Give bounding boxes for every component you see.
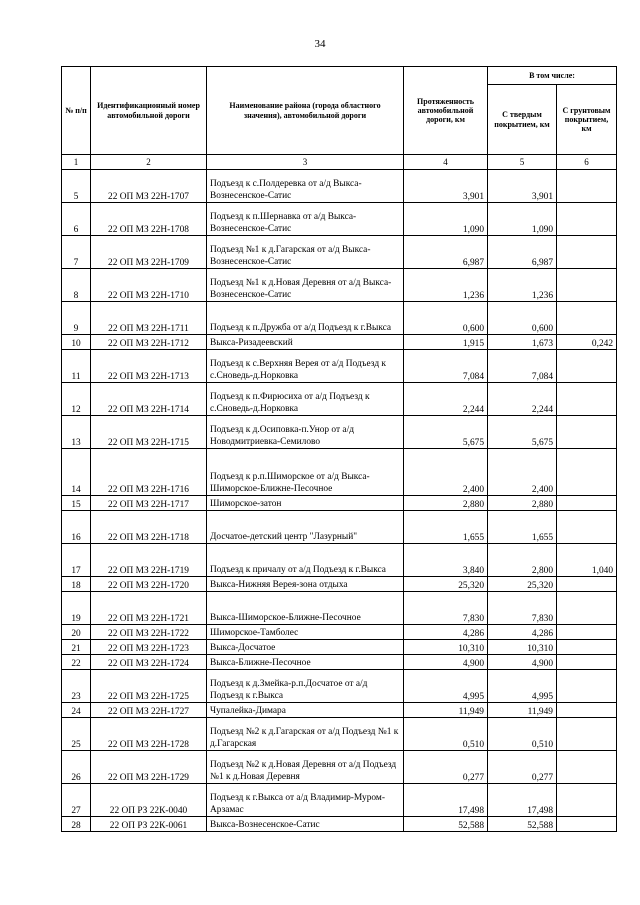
road-length: 6,987 <box>404 236 488 269</box>
hard-surface-length: 6,987 <box>488 236 557 269</box>
road-name: Подъезд к г.Выкса от а/д Владимир-Муром-Арзамас <box>207 784 404 817</box>
soil-surface-length <box>557 670 617 703</box>
column-number: 6 <box>557 155 617 170</box>
row-number: 18 <box>62 577 91 592</box>
soil-surface-length <box>557 718 617 751</box>
soil-surface-length: 0,242 <box>557 335 617 350</box>
table-row <box>62 416 617 449</box>
table-row <box>62 449 617 496</box>
hard-surface-length: 11,949 <box>488 703 557 718</box>
road-name: Выкса-Ближне-Песочное <box>207 655 404 670</box>
header-soil-surface: С грунтовым покрытием, км <box>557 85 617 155</box>
road-id: 22 ОП МЗ 22Н-1713 <box>91 350 207 383</box>
road-length: 4,995 <box>404 670 488 703</box>
road-id: 22 ОП МЗ 22Н-1727 <box>91 703 207 718</box>
road-id: 22 ОП МЗ 22Н-1720 <box>91 577 207 592</box>
row-number: 19 <box>62 592 91 625</box>
road-id: 22 ОП РЗ 22К-0061 <box>91 817 207 832</box>
table-row <box>62 703 617 718</box>
row-number: 12 <box>62 383 91 416</box>
road-id: 22 ОП МЗ 22Н-1729 <box>91 751 207 784</box>
road-length: 1,090 <box>404 203 488 236</box>
road-id: 22 ОП МЗ 22Н-1709 <box>91 236 207 269</box>
row-number: 27 <box>62 784 91 817</box>
table-row <box>62 335 617 350</box>
row-number: 11 <box>62 350 91 383</box>
road-length: 25,320 <box>404 577 488 592</box>
hard-surface-length: 4,900 <box>488 655 557 670</box>
soil-surface-length <box>557 416 617 449</box>
soil-surface-length <box>557 655 617 670</box>
road-length: 3,901 <box>404 170 488 203</box>
road-length: 0,277 <box>404 751 488 784</box>
header-hard-surface: С твердым покрытием, км <box>488 85 557 155</box>
soil-surface-length <box>557 203 617 236</box>
road-name: Подъезд к п.Фирюсиха от а/д Подъезд к с.Сноведь-д.Норковка <box>207 383 404 416</box>
soil-surface-length <box>557 577 617 592</box>
road-id: 22 ОП МЗ 22Н-1722 <box>91 625 207 640</box>
row-number: 21 <box>62 640 91 655</box>
table-row <box>62 496 617 511</box>
road-length: 2,400 <box>404 449 488 496</box>
table-row <box>62 269 617 302</box>
table-row <box>62 718 617 751</box>
road-length: 5,675 <box>404 416 488 449</box>
hard-surface-length: 2,244 <box>488 383 557 416</box>
table-row <box>62 655 617 670</box>
header-length: Протяженность автомобильной дороги, км <box>404 67 488 155</box>
hard-surface-length: 52,588 <box>488 817 557 832</box>
road-length: 7,830 <box>404 592 488 625</box>
hard-surface-length: 0,510 <box>488 718 557 751</box>
soil-surface-length <box>557 784 617 817</box>
row-number: 14 <box>62 449 91 496</box>
road-id: 22 ОП МЗ 22Н-1725 <box>91 670 207 703</box>
table-row <box>62 592 617 625</box>
road-name: Выкса-Шиморское-Ближне-Песочное <box>207 592 404 625</box>
row-number: 23 <box>62 670 91 703</box>
road-length: 4,286 <box>404 625 488 640</box>
header-road-name: Наименование района (города областного значения), автомобильной дороги <box>207 67 404 155</box>
road-id: 22 ОП МЗ 22Н-1718 <box>91 511 207 544</box>
soil-surface-length <box>557 751 617 784</box>
soil-surface-length <box>557 383 617 416</box>
hard-surface-length: 4,286 <box>488 625 557 640</box>
soil-surface-length <box>557 625 617 640</box>
column-number: 5 <box>488 155 557 170</box>
table-row <box>62 751 617 784</box>
row-number: 8 <box>62 269 91 302</box>
road-name: Шиморское-Тамболес <box>207 625 404 640</box>
soil-surface-length <box>557 817 617 832</box>
hard-surface-length: 17,498 <box>488 784 557 817</box>
road-length: 10,310 <box>404 640 488 655</box>
road-name: Подъезд к с.Верхняя Верея от а/д Подъезд к с.Сноведь-д.Норковка <box>207 350 404 383</box>
table-row <box>62 511 617 544</box>
row-number: 16 <box>62 511 91 544</box>
table-row <box>62 784 617 817</box>
table-row <box>62 640 617 655</box>
road-name: Досчатое-детский центр "Лазурный" <box>207 511 404 544</box>
road-name: Подъезд №1 к д.Гагарская от а/д Выкса-Вознесенское-Сатис <box>207 236 404 269</box>
road-name: Подъезд №2 к д.Гагарская от а/д Подъезд №1 к д.Гагарская <box>207 718 404 751</box>
row-number: 9 <box>62 302 91 335</box>
hard-surface-length: 10,310 <box>488 640 557 655</box>
soil-surface-length <box>557 302 617 335</box>
row-number: 6 <box>62 203 91 236</box>
road-length: 0,600 <box>404 302 488 335</box>
road-length: 0,510 <box>404 718 488 751</box>
road-name: Шиморское-затон <box>207 496 404 511</box>
road-length: 1,915 <box>404 335 488 350</box>
road-id: 22 ОП МЗ 22Н-1721 <box>91 592 207 625</box>
row-number: 7 <box>62 236 91 269</box>
soil-surface-length <box>557 449 617 496</box>
road-id: 22 ОП МЗ 22Н-1714 <box>91 383 207 416</box>
soil-surface-length <box>557 170 617 203</box>
header-number: № п/п <box>62 67 91 155</box>
road-id: 22 ОП МЗ 22Н-1712 <box>91 335 207 350</box>
road-name: Подъезд к р.п.Шиморское от а/д Выкса-Шиморское-Ближне-Песочное <box>207 449 404 496</box>
road-id: 22 ОП МЗ 22Н-1710 <box>91 269 207 302</box>
road-length: 1,655 <box>404 511 488 544</box>
hard-surface-length: 25,320 <box>488 577 557 592</box>
hard-surface-length: 5,675 <box>488 416 557 449</box>
table-row <box>62 236 617 269</box>
road-length: 11,949 <box>404 703 488 718</box>
row-number: 15 <box>62 496 91 511</box>
table-row <box>62 350 617 383</box>
column-number: 2 <box>91 155 207 170</box>
road-name: Подъезд к п.Дружба от а/д Подъезд к г.Выкса <box>207 302 404 335</box>
road-id: 22 ОП МЗ 22Н-1708 <box>91 203 207 236</box>
road-name: Подъезд к д.Змейка-р.п.Досчатое от а/д Подъезд к г.Выкса <box>207 670 404 703</box>
table-row <box>62 817 617 832</box>
hard-surface-length: 1,090 <box>488 203 557 236</box>
road-id: 22 ОП МЗ 22Н-1719 <box>91 544 207 577</box>
hard-surface-length: 1,673 <box>488 335 557 350</box>
soil-surface-length <box>557 350 617 383</box>
row-number: 17 <box>62 544 91 577</box>
soil-surface-length: 1,040 <box>557 544 617 577</box>
row-number: 13 <box>62 416 91 449</box>
soil-surface-length <box>557 703 617 718</box>
road-id: 22 ОП МЗ 22Н-1716 <box>91 449 207 496</box>
hard-surface-length: 1,655 <box>488 511 557 544</box>
road-name: Подъезд к д.Осиповка-п.Унор от а/д Новодмитриевка-Семилово <box>207 416 404 449</box>
road-length: 1,236 <box>404 269 488 302</box>
road-name: Подъезд №1 к д.Новая Деревня от а/д Выкса-Вознесенское-Сатис <box>207 269 404 302</box>
column-number: 1 <box>62 155 91 170</box>
road-name: Подъезд к с.Полдеревка от а/д Выкса-Вознесенское-Сатис <box>207 170 404 203</box>
soil-surface-length <box>557 269 617 302</box>
road-length: 3,840 <box>404 544 488 577</box>
table-body <box>62 155 617 832</box>
road-length: 52,588 <box>404 817 488 832</box>
table-row <box>62 383 617 416</box>
row-number: 10 <box>62 335 91 350</box>
road-name: Выкса-Досчатое <box>207 640 404 655</box>
row-number: 22 <box>62 655 91 670</box>
soil-surface-length <box>557 236 617 269</box>
row-number: 20 <box>62 625 91 640</box>
column-number-row <box>62 155 617 170</box>
hard-surface-length: 2,880 <box>488 496 557 511</box>
road-name: Подъезд к причалу от а/д Подъезд к г.Выкса <box>207 544 404 577</box>
table-row <box>62 302 617 335</box>
road-id: 22 ОП МЗ 22Н-1728 <box>91 718 207 751</box>
table-row <box>62 670 617 703</box>
road-id: 22 ОП МЗ 22Н-1724 <box>91 655 207 670</box>
hard-surface-length: 1,236 <box>488 269 557 302</box>
row-number: 26 <box>62 751 91 784</box>
road-length: 17,498 <box>404 784 488 817</box>
road-id: 22 ОП МЗ 22Н-1715 <box>91 416 207 449</box>
hard-surface-length: 2,800 <box>488 544 557 577</box>
column-number: 3 <box>207 155 404 170</box>
road-id: 22 ОП МЗ 22Н-1711 <box>91 302 207 335</box>
hard-surface-length: 0,600 <box>488 302 557 335</box>
road-length: 2,880 <box>404 496 488 511</box>
roads-table <box>61 66 617 832</box>
soil-surface-length <box>557 511 617 544</box>
header-road-id: Идентификационный номер автомобильной дороги <box>91 67 207 155</box>
row-number: 5 <box>62 170 91 203</box>
table-row <box>62 544 617 577</box>
soil-surface-length <box>557 640 617 655</box>
table-row <box>62 577 617 592</box>
hard-surface-length: 4,995 <box>488 670 557 703</box>
soil-surface-length <box>557 592 617 625</box>
hard-surface-length: 0,277 <box>488 751 557 784</box>
table-row <box>62 203 617 236</box>
road-name: Выкса-Ризадеевский <box>207 335 404 350</box>
road-id: 22 ОП РЗ 22К-0040 <box>91 784 207 817</box>
road-name: Выкса-Нижняя Верея-зона отдыха <box>207 577 404 592</box>
road-id: 22 ОП МЗ 22Н-1707 <box>91 170 207 203</box>
road-id: 22 ОП МЗ 22Н-1723 <box>91 640 207 655</box>
hard-surface-length: 2,400 <box>488 449 557 496</box>
road-length: 4,900 <box>404 655 488 670</box>
table-row <box>62 625 617 640</box>
soil-surface-length <box>557 496 617 511</box>
row-number: 24 <box>62 703 91 718</box>
page-number: 34 <box>314 38 326 50</box>
road-name: Подъезд №2 к д.Новая Деревня от а/д Подъезд №1 к д.Новая Деревня <box>207 751 404 784</box>
row-number: 25 <box>62 718 91 751</box>
row-number: 28 <box>62 817 91 832</box>
hard-surface-length: 7,830 <box>488 592 557 625</box>
road-id: 22 ОП МЗ 22Н-1717 <box>91 496 207 511</box>
road-name: Выкса-Вознесенское-Сатис <box>207 817 404 832</box>
header-group-including: В том числе: <box>488 67 617 85</box>
hard-surface-length: 7,084 <box>488 350 557 383</box>
road-length: 2,244 <box>404 383 488 416</box>
table-row <box>62 170 617 203</box>
road-name: Чупалейка-Димара <box>207 703 404 718</box>
road-name: Подъезд к п.Шернавка от а/д Выкса-Вознесенское-Сатис <box>207 203 404 236</box>
road-length: 7,084 <box>404 350 488 383</box>
column-number: 4 <box>404 155 488 170</box>
hard-surface-length: 3,901 <box>488 170 557 203</box>
